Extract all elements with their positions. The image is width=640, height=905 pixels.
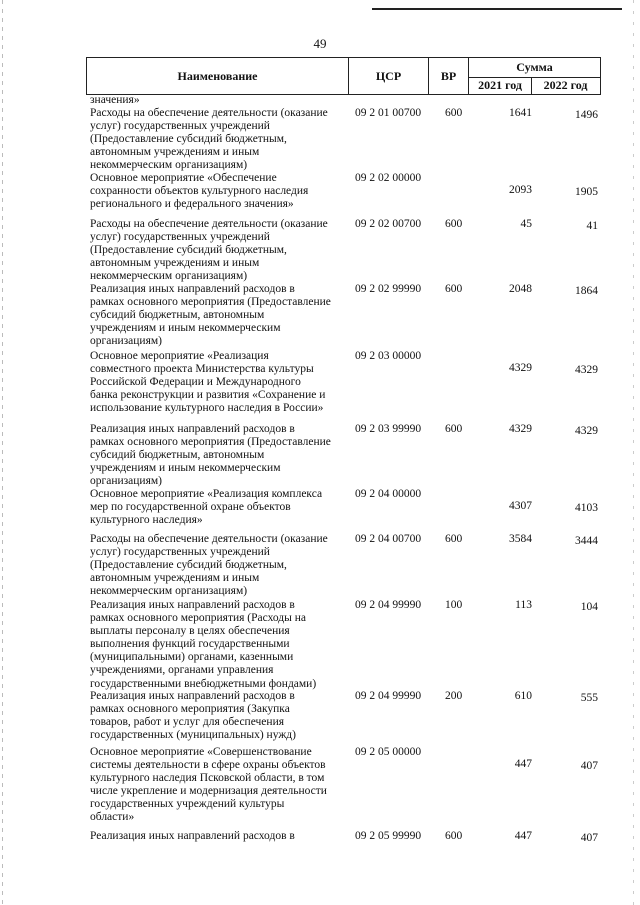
row-vr: 600 <box>445 107 463 119</box>
row-name: Реализация иных направлений расходов в рамках основного мероприятия (Предоставление субсидий бюджетным, автономным учреждениям и иным некоммерческим организациям) <box>90 283 331 348</box>
row-value-2021: 2093 <box>509 184 532 196</box>
row-name: Реализация иных направлений расходов в рамках основного мероприятия (Предоставление субсидий бюджетным, автономным учреждениям и иным некоммерческим организациям) <box>90 423 331 488</box>
header-year-2021: 2021 год <box>469 77 532 94</box>
row-value-2021: 610 <box>514 690 532 702</box>
row-value-2022: 4103 <box>575 502 598 514</box>
row-value-2021: 4307 <box>509 500 532 512</box>
row-name: Расходы на обеспечение деятельности (оказание услуг) государственных учреждений (Предоставление субсидий бюджетным, автономным учреждениям и иным некоммерческим организациям) <box>90 107 328 172</box>
row-value-2022: 407 <box>580 760 598 772</box>
row-name: Реализация иных направлений расходов в рамках основного мероприятия (Закупка товаров, работ и услуг для обеспечения государственных (муниципальных) нужд) <box>90 690 296 742</box>
header-sum-title: Сумма <box>469 58 600 78</box>
row-name: Основное мероприятие «Обеспечение сохранности объектов культурного наследия регионального и федерального значения» <box>90 172 309 211</box>
row-csr: 09 2 02 00000 <box>355 172 422 184</box>
header-vr: ВР <box>429 58 469 94</box>
row-name: Основное мероприятие «Совершенствование системы деятельности в сфере охраны объектов культурного наследия Псковской области, в том числе укрепление и модернизация деятельности государственных учреждений культуры области» <box>90 746 327 824</box>
row-csr: 09 2 04 99990 <box>355 599 422 611</box>
row-value-2021: 45 <box>520 218 532 230</box>
row-csr: 09 2 02 00700 <box>355 218 422 230</box>
row-csr: 09 2 03 99990 <box>355 423 422 435</box>
row-value-2021: 113 <box>515 599 532 611</box>
row-csr: 09 2 05 99990 <box>355 830 422 842</box>
row-value-2021: 447 <box>514 758 532 770</box>
row-value-2022: 4329 <box>575 425 598 437</box>
row-csr: 09 2 04 00700 <box>355 533 422 545</box>
row-vr: 600 <box>445 218 463 230</box>
row-value-2021: 3584 <box>509 533 532 545</box>
row-vr: 600 <box>445 283 463 295</box>
header-name: Наименование <box>87 58 349 94</box>
row-name: Реализация иных направлений расходов в <box>90 830 295 842</box>
row-name: Реализация иных направлений расходов в рамках основного мероприятия (Расходы на выплаты персоналу в целях обеспечения выполнения функций государственными (муниципальными) органами, казенными учреждениями, органами управления государственными внебюджетными фондами) <box>90 599 317 690</box>
row-csr: 09 2 03 00000 <box>355 350 422 362</box>
row-value-2021: 4329 <box>509 362 532 374</box>
row-value-2022: 555 <box>580 692 598 704</box>
row-name: Основное мероприятие «Реализация комплекса мер по государственной охране объектов культурного наследия» <box>90 488 323 527</box>
row-vr: 200 <box>445 690 463 702</box>
row-name: Расходы на обеспечение деятельности (оказание услуг) государственных учреждений (Предоставление субсидий бюджетным, автономным учреждениям и иным некоммерческим организациям) <box>90 533 328 598</box>
row-value-2022: 3444 <box>575 535 598 547</box>
row-value-2022: 41 <box>586 220 598 232</box>
row-vr: 100 <box>445 599 463 611</box>
row-value-2022: 4329 <box>575 364 598 376</box>
row-vr: 600 <box>445 830 463 842</box>
header-csr: ЦСР <box>349 58 429 94</box>
row-value-2022: 1496 <box>575 109 598 121</box>
page-number: 49 <box>313 36 327 51</box>
row-name: Расходы на обеспечение деятельности (оказание услуг) государственных учреждений (Предоставление субсидий бюджетным, автономным учреждениям и иным некоммерческим организациям) <box>90 218 328 283</box>
row-name: Основное мероприятие «Реализация совместного проекта Министерства культуры Российской Федерации и Международного банка реконструкции и развития «Сохранение и использование культурного наследия в России» <box>90 350 326 415</box>
row-vr: 600 <box>445 423 463 435</box>
row-csr: 09 2 01 00700 <box>355 107 422 119</box>
continuation-text: значения» <box>90 94 140 106</box>
row-value-2021: 2048 <box>509 283 532 295</box>
row-value-2021: 447 <box>514 830 532 842</box>
row-csr: 09 2 04 00000 <box>355 488 422 500</box>
row-value-2022: 407 <box>580 832 598 844</box>
row-value-2022: 104 <box>580 601 598 613</box>
row-vr: 600 <box>445 533 463 545</box>
header-year-2022: 2022 год <box>543 78 588 92</box>
row-value-2021: 4329 <box>509 423 532 435</box>
row-csr: 09 2 02 99990 <box>355 283 422 295</box>
row-csr: 09 2 04 99990 <box>355 690 422 702</box>
row-value-2022: 1905 <box>575 186 598 198</box>
row-csr: 09 2 05 00000 <box>355 746 422 758</box>
row-value-2022: 1864 <box>575 285 598 297</box>
row-value-2021: 1641 <box>509 107 532 119</box>
